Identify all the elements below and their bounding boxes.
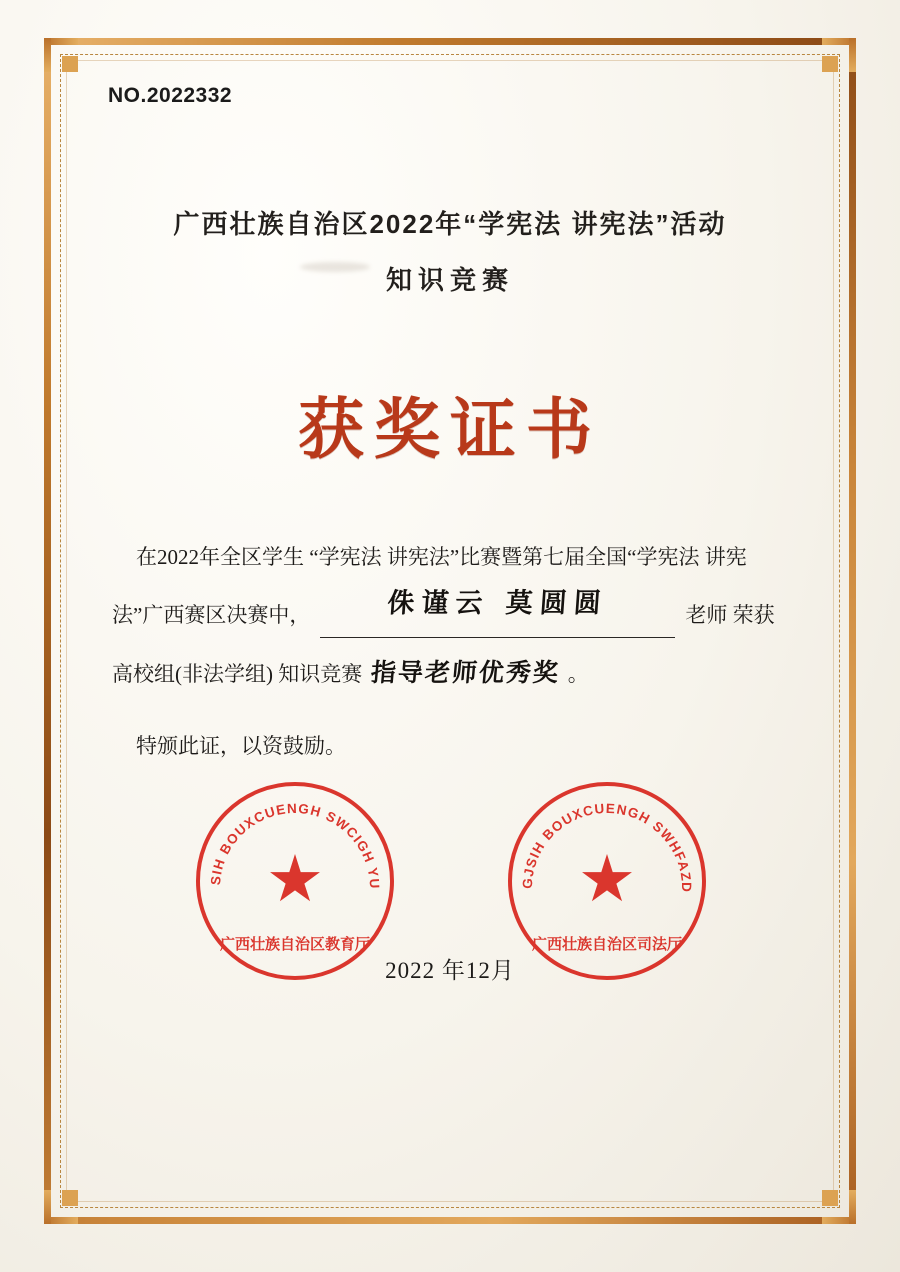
certificate-title-block	[100, 196, 800, 308]
line-2-suffix: 老师 荣获	[685, 603, 775, 627]
certificate-body	[112, 528, 792, 775]
line-3-suffix: 。	[567, 662, 589, 686]
award-name: 指导老师优秀奖	[369, 658, 561, 687]
recipient-name-field	[320, 588, 675, 638]
serial-number: NO.2022332	[108, 84, 233, 107]
seal-pinyin-education: GVANGJSIH BOUXCUENGH SWCIGH YUZDINGH	[194, 774, 383, 890]
seal-label-education: 广西壮族自治区教育厅	[219, 936, 370, 953]
recipient-name: 侏谨云 莫圆圆	[386, 588, 610, 619]
line-2-prefix: 法”广西赛区决赛中，	[112, 603, 311, 627]
body-line-3	[112, 644, 792, 703]
award-title: 获奖证书	[298, 392, 602, 466]
title-line-2: 知识竞赛	[385, 265, 514, 295]
title-line-1: 广西壮族自治区2022年“学宪法 讲宪法”活动	[173, 209, 727, 239]
body-closing: 特颁此证，以资鼓励。	[136, 734, 346, 758]
body-paragraph-1: 在2022年全区学生 “学宪法 讲宪法”比赛暨第七届全国“学宪法 讲宪	[136, 545, 747, 569]
seal-justice-department	[506, 774, 706, 980]
issue-date: 2022 年12月	[385, 958, 515, 983]
line-3-prefix: 高校组(非法学组) 知识竞赛	[112, 662, 363, 686]
body-line-2	[112, 586, 792, 644]
seal-education-department	[194, 774, 394, 980]
seal-pinyin-justice: GVANGJSIH BOUXCUENGH SWHFAZDINGH	[506, 774, 695, 894]
seal-label-justice: 广西壮族自治区司法厅	[531, 936, 682, 953]
